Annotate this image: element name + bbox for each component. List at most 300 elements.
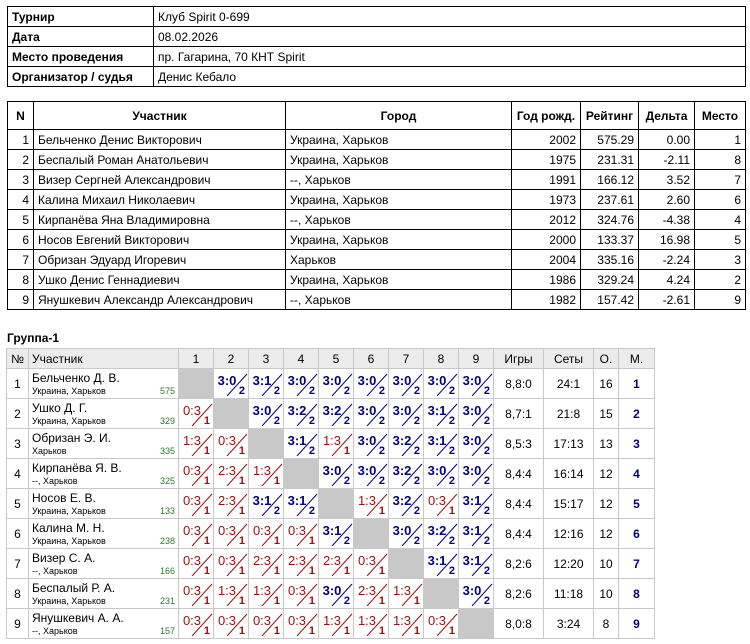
match-score: 0:3 — [182, 523, 202, 538]
match-score: 3:0 — [392, 373, 412, 388]
match-points: 1 — [378, 505, 385, 517]
participant-short-name: Беспалый Р. А. — [32, 581, 116, 595]
match-points: 1 — [203, 475, 210, 487]
group-points: 10 — [594, 579, 619, 609]
match-score: 0:3 — [287, 583, 307, 598]
match-result-cell — [249, 459, 284, 489]
match-score: 0:3 — [182, 403, 202, 418]
match-points: 1 — [238, 475, 245, 487]
match-result-cell — [424, 609, 459, 639]
participant-year: 2012 — [512, 210, 581, 230]
match-score: 3:1 — [287, 433, 307, 448]
diagonal-cell — [354, 519, 389, 549]
match-points: 2 — [378, 445, 385, 457]
participant-delta: 4.24 — [639, 270, 695, 290]
match-points: 2 — [448, 475, 455, 487]
match-result-cell — [319, 579, 354, 609]
participant-city: Харьков — [286, 250, 512, 270]
info-row — [8, 67, 746, 87]
match-result-cell — [354, 609, 389, 639]
group-points: 12 — [594, 459, 619, 489]
participant-place: 2 — [695, 270, 746, 290]
match-score: 0:3 — [427, 613, 447, 628]
match-score: 3:2 — [427, 523, 447, 538]
participant-delta: 3.52 — [639, 170, 695, 190]
match-result-cell — [424, 459, 459, 489]
group-place: 9 — [619, 609, 655, 639]
participant-city: Украина, Харьков — [286, 150, 512, 170]
participant-place: 8 — [695, 150, 746, 170]
match-result-cell — [284, 609, 319, 639]
match-result-cell — [319, 399, 354, 429]
match-points: 2 — [378, 475, 385, 487]
match-points: 1 — [378, 565, 385, 577]
match-score: 3:0 — [357, 403, 377, 418]
cross-header-opponent: 6 — [354, 349, 389, 369]
group-title: Группа-1 — [7, 331, 60, 345]
participant-delta: 2.60 — [639, 190, 695, 210]
group-games: 8,2:6 — [494, 579, 544, 609]
group-row — [7, 519, 655, 549]
participant-city: --, Харьков — [286, 290, 512, 310]
match-score: 3:2 — [392, 463, 412, 478]
col-header-rating: Рейтинг — [581, 102, 639, 130]
group-place: 1 — [619, 369, 655, 399]
match-points: 1 — [203, 415, 210, 427]
match-score: 3:1 — [252, 373, 272, 388]
participant-n: 5 — [8, 210, 34, 230]
match-result-cell — [214, 459, 249, 489]
group-sets: 21:8 — [544, 399, 594, 429]
participants-table — [7, 101, 746, 310]
match-score: 3:1 — [462, 523, 482, 538]
participant-n: 1 — [8, 130, 34, 150]
match-score: 3:2 — [287, 403, 307, 418]
match-result-cell — [389, 609, 424, 639]
match-score: 3:1 — [462, 553, 482, 568]
participant-city: --, Харьков — [32, 566, 78, 576]
match-score: 0:3 — [357, 553, 377, 568]
match-result-cell — [319, 519, 354, 549]
info-label: Организатор / судья — [8, 67, 154, 87]
match-result-cell — [389, 399, 424, 429]
match-result-cell — [284, 399, 319, 429]
participant-rating: 157 — [159, 626, 175, 636]
match-score: 3:0 — [462, 583, 482, 598]
match-score: 1:3 — [357, 613, 377, 628]
match-points: 1 — [413, 625, 420, 637]
match-points: 1 — [273, 595, 280, 607]
group-participant — [29, 489, 179, 519]
group-participant — [29, 399, 179, 429]
match-points: 2 — [413, 505, 420, 517]
cross-header-num: № — [7, 349, 29, 369]
match-result-cell — [389, 429, 424, 459]
match-points: 2 — [483, 565, 490, 577]
group-points: 12 — [594, 489, 619, 519]
participant-delta: -2.61 — [639, 290, 695, 310]
match-points: 1 — [343, 565, 350, 577]
participant-rating: 231.31 — [581, 150, 639, 170]
participant-place: 1 — [695, 130, 746, 150]
match-result-cell — [284, 549, 319, 579]
match-result-cell — [459, 459, 494, 489]
participant-short-name: Бельченко Д. В. — [32, 371, 120, 385]
match-score: 0:3 — [287, 613, 307, 628]
match-score: 0:3 — [182, 463, 202, 478]
group-games: 8,0:8 — [494, 609, 544, 639]
match-result-cell — [424, 369, 459, 399]
match-score: 3:0 — [357, 463, 377, 478]
match-points: 1 — [203, 445, 210, 457]
participant-row — [8, 250, 746, 270]
match-result-cell — [389, 579, 424, 609]
match-result-cell — [354, 429, 389, 459]
match-points: 2 — [483, 385, 490, 397]
match-points: 2 — [448, 385, 455, 397]
group-row-num: 4 — [7, 459, 29, 489]
participant-n: 6 — [8, 230, 34, 250]
match-points: 1 — [308, 565, 315, 577]
match-points: 2 — [273, 505, 280, 517]
match-points: 2 — [343, 415, 350, 427]
participant-rating: 237.61 — [581, 190, 639, 210]
group-row-num: 9 — [7, 609, 29, 639]
match-result-cell — [249, 549, 284, 579]
group-games: 8,8:0 — [494, 369, 544, 399]
participant-row — [8, 150, 746, 170]
participant-rating: 166 — [159, 566, 175, 576]
match-result-cell — [389, 489, 424, 519]
match-points: 1 — [308, 595, 315, 607]
group-participant — [29, 609, 179, 639]
match-score: 0:3 — [182, 553, 202, 568]
participant-row — [8, 170, 746, 190]
match-score: 0:3 — [287, 523, 307, 538]
group-points: 13 — [594, 429, 619, 459]
match-points: 2 — [238, 385, 245, 397]
participant-rating: 238 — [159, 536, 175, 546]
group-place: 8 — [619, 579, 655, 609]
diagonal-cell — [284, 459, 319, 489]
match-result-cell — [214, 609, 249, 639]
match-points: 2 — [343, 475, 350, 487]
match-result-cell — [424, 519, 459, 549]
match-result-cell — [214, 429, 249, 459]
participant-short-name: Носов Е. В. — [32, 491, 96, 505]
match-score: 0:3 — [252, 613, 272, 628]
match-points: 2 — [448, 415, 455, 427]
match-result-cell — [389, 459, 424, 489]
col-header-birth-year: Год рожд. — [512, 102, 581, 130]
match-score: 3:1 — [427, 553, 447, 568]
cross-header-opponent: 7 — [389, 349, 424, 369]
participant-year: 2004 — [512, 250, 581, 270]
participant-city: Украина, Харьков — [286, 130, 512, 150]
diagonal-cell — [319, 489, 354, 519]
match-score: 3:0 — [217, 373, 237, 388]
group-games: 8,4:4 — [494, 519, 544, 549]
participant-row — [8, 270, 746, 290]
match-score: 3:1 — [427, 433, 447, 448]
group-place: 3 — [619, 429, 655, 459]
participant-city: --, Харьков — [286, 170, 512, 190]
group-points: 16 — [594, 369, 619, 399]
match-points: 2 — [483, 475, 490, 487]
group-place: 6 — [619, 519, 655, 549]
col-header-delta: Дельта — [639, 102, 695, 130]
match-points: 2 — [378, 415, 385, 427]
match-score: 0:3 — [217, 523, 237, 538]
participant-year: 2002 — [512, 130, 581, 150]
participant-n: 7 — [8, 250, 34, 270]
match-result-cell — [179, 609, 214, 639]
participant-city: Украина, Харьков — [286, 190, 512, 210]
group-row-num: 2 — [7, 399, 29, 429]
group-row — [7, 549, 655, 579]
participant-city: Украина, Харьков — [32, 536, 106, 546]
participant-short-name: Янушкевич А. А. — [32, 611, 124, 625]
group-place: 5 — [619, 489, 655, 519]
match-result-cell — [459, 399, 494, 429]
match-score: 3:1 — [427, 403, 447, 418]
participant-n: 4 — [8, 190, 34, 210]
match-result-cell — [284, 369, 319, 399]
group-sets: 24:1 — [544, 369, 594, 399]
match-result-cell — [249, 489, 284, 519]
match-result-cell — [459, 429, 494, 459]
group-games: 8,5:3 — [494, 429, 544, 459]
cross-header-opponent: 9 — [459, 349, 494, 369]
match-result-cell — [214, 549, 249, 579]
match-result-cell — [354, 549, 389, 579]
match-score: 1:3 — [252, 463, 272, 478]
participant-city: Украина, Харьков — [286, 270, 512, 290]
match-points: 1 — [203, 595, 210, 607]
match-points: 1 — [378, 625, 385, 637]
col-header-n: N — [8, 102, 34, 130]
group-row — [7, 429, 655, 459]
cross-header-opponent: 8 — [424, 349, 459, 369]
participant-rating: 335.16 — [581, 250, 639, 270]
participant-row — [8, 230, 746, 250]
match-result-cell — [179, 519, 214, 549]
participant-city: Украина, Харьков — [32, 506, 106, 516]
match-score: 0:3 — [182, 583, 202, 598]
participant-short-name: Обризан Э. И. — [32, 431, 111, 445]
participant-year: 1991 — [512, 170, 581, 190]
cross-header-points: О. — [594, 349, 619, 369]
match-result-cell — [354, 579, 389, 609]
match-points: 2 — [413, 445, 420, 457]
group-row — [7, 399, 655, 429]
match-score: 2:3 — [217, 493, 237, 508]
participant-rating: 325 — [159, 476, 175, 486]
participant-place: 4 — [695, 210, 746, 230]
group-participant — [29, 579, 179, 609]
participant-row — [8, 190, 746, 210]
match-result-cell — [389, 369, 424, 399]
match-score: 3:2 — [392, 493, 412, 508]
participant-rating: 575.29 — [581, 130, 639, 150]
match-result-cell — [459, 489, 494, 519]
diagonal-cell — [179, 369, 214, 399]
match-result-cell — [459, 549, 494, 579]
participant-n: 9 — [8, 290, 34, 310]
participant-delta: 16.98 — [639, 230, 695, 250]
match-score: 1:3 — [357, 493, 377, 508]
match-score: 3:0 — [462, 463, 482, 478]
cross-header-row — [7, 349, 655, 369]
match-result-cell — [319, 549, 354, 579]
participant-rating: 329 — [159, 416, 175, 426]
match-result-cell — [249, 519, 284, 549]
match-points: 2 — [448, 445, 455, 457]
participant-delta: -2.24 — [639, 250, 695, 270]
cross-header-participant: Участник — [29, 349, 179, 369]
participant-year: 2000 — [512, 230, 581, 250]
participant-name: Ушко Денис Геннадиевич — [34, 270, 286, 290]
participant-rating: 133.37 — [581, 230, 639, 250]
diagonal-cell — [214, 399, 249, 429]
match-result-cell — [354, 459, 389, 489]
col-header-place: Место — [695, 102, 746, 130]
match-points: 2 — [343, 595, 350, 607]
match-points: 1 — [343, 625, 350, 637]
participant-year: 1975 — [512, 150, 581, 170]
participant-city: Украина, Харьков — [32, 596, 106, 606]
participant-delta: 0.00 — [639, 130, 695, 150]
match-score: 3:0 — [462, 433, 482, 448]
col-header-city: Город — [286, 102, 512, 130]
info-value: 08.02.2026 — [154, 27, 746, 47]
participant-city: Украина, Харьков — [286, 230, 512, 250]
group-sets: 12:20 — [544, 549, 594, 579]
participant-short-name: Ушко Д. Г. — [32, 401, 88, 415]
diagonal-cell — [424, 579, 459, 609]
group-row — [7, 489, 655, 519]
match-result-cell — [354, 399, 389, 429]
group-points: 12 — [594, 519, 619, 549]
match-score: 0:3 — [252, 523, 272, 538]
participant-name: Обризан Эдуард Игоревич — [34, 250, 286, 270]
participant-name: Янушкевич Александр Александрович — [34, 290, 286, 310]
match-result-cell — [424, 549, 459, 579]
match-points: 2 — [483, 445, 490, 457]
group-sets: 17:13 — [544, 429, 594, 459]
tournament-info-table — [7, 6, 746, 87]
match-score: 3:0 — [427, 373, 447, 388]
info-value: Денис Кебало — [154, 67, 746, 87]
match-points: 1 — [238, 625, 245, 637]
match-points: 2 — [308, 385, 315, 397]
match-points: 1 — [273, 535, 280, 547]
participant-rating: 329.24 — [581, 270, 639, 290]
participant-name: Визер Сергней Александрович — [34, 170, 286, 190]
group-points: 10 — [594, 549, 619, 579]
cross-header-opponent: 2 — [214, 349, 249, 369]
cross-header-opponent: 3 — [249, 349, 284, 369]
group-row — [7, 579, 655, 609]
participant-n: 8 — [8, 270, 34, 290]
group-place: 7 — [619, 549, 655, 579]
match-score: 2:3 — [252, 553, 272, 568]
group-cross-table — [6, 348, 655, 639]
group-participant — [29, 519, 179, 549]
match-result-cell — [179, 489, 214, 519]
participant-delta: -2.11 — [639, 150, 695, 170]
participant-row — [8, 290, 746, 310]
diagonal-cell — [459, 609, 494, 639]
match-points: 2 — [483, 535, 490, 547]
match-points: 1 — [203, 625, 210, 637]
participant-city: Украина, Харьков — [32, 386, 106, 396]
match-points: 1 — [203, 535, 210, 547]
participant-rating: 157.42 — [581, 290, 639, 310]
match-score: 0:3 — [427, 493, 447, 508]
cross-header-opponent: 5 — [319, 349, 354, 369]
match-points: 2 — [308, 445, 315, 457]
match-result-cell — [319, 429, 354, 459]
group-row — [7, 459, 655, 489]
match-score: 0:3 — [217, 613, 237, 628]
participant-rating: 575 — [159, 386, 175, 396]
match-result-cell — [424, 399, 459, 429]
match-points: 1 — [203, 505, 210, 517]
participant-city: --, Харьков — [286, 210, 512, 230]
match-result-cell — [284, 519, 319, 549]
cross-header-opponent: 4 — [284, 349, 319, 369]
match-result-cell — [424, 489, 459, 519]
participant-row — [8, 210, 746, 230]
match-score: 1:3 — [392, 583, 412, 598]
group-row-num: 1 — [7, 369, 29, 399]
participant-row — [8, 130, 746, 150]
match-score: 2:3 — [287, 553, 307, 568]
match-result-cell — [214, 489, 249, 519]
group-place: 4 — [619, 459, 655, 489]
participant-city: --, Харьков — [32, 626, 78, 636]
match-points: 1 — [238, 565, 245, 577]
match-score: 1:3 — [252, 583, 272, 598]
group-place: 2 — [619, 399, 655, 429]
match-result-cell — [214, 519, 249, 549]
match-result-cell — [214, 579, 249, 609]
match-points: 1 — [273, 625, 280, 637]
match-points: 2 — [378, 385, 385, 397]
match-score: 3:0 — [357, 373, 377, 388]
match-score: 1:3 — [182, 433, 202, 448]
match-score: 3:1 — [287, 493, 307, 508]
group-participant — [29, 459, 179, 489]
match-points: 2 — [448, 565, 455, 577]
match-points: 2 — [448, 535, 455, 547]
participant-rating: 133 — [159, 506, 175, 516]
match-points: 2 — [413, 415, 420, 427]
match-result-cell — [459, 369, 494, 399]
match-result-cell — [354, 489, 389, 519]
info-label: Турнир — [8, 7, 154, 27]
participant-n: 3 — [8, 170, 34, 190]
match-score: 0:3 — [217, 553, 237, 568]
match-result-cell — [354, 369, 389, 399]
match-points: 2 — [273, 385, 280, 397]
match-score: 2:3 — [217, 463, 237, 478]
group-row-num: 6 — [7, 519, 29, 549]
match-result-cell — [459, 519, 494, 549]
match-points: 1 — [308, 535, 315, 547]
group-sets: 3:24 — [544, 609, 594, 639]
